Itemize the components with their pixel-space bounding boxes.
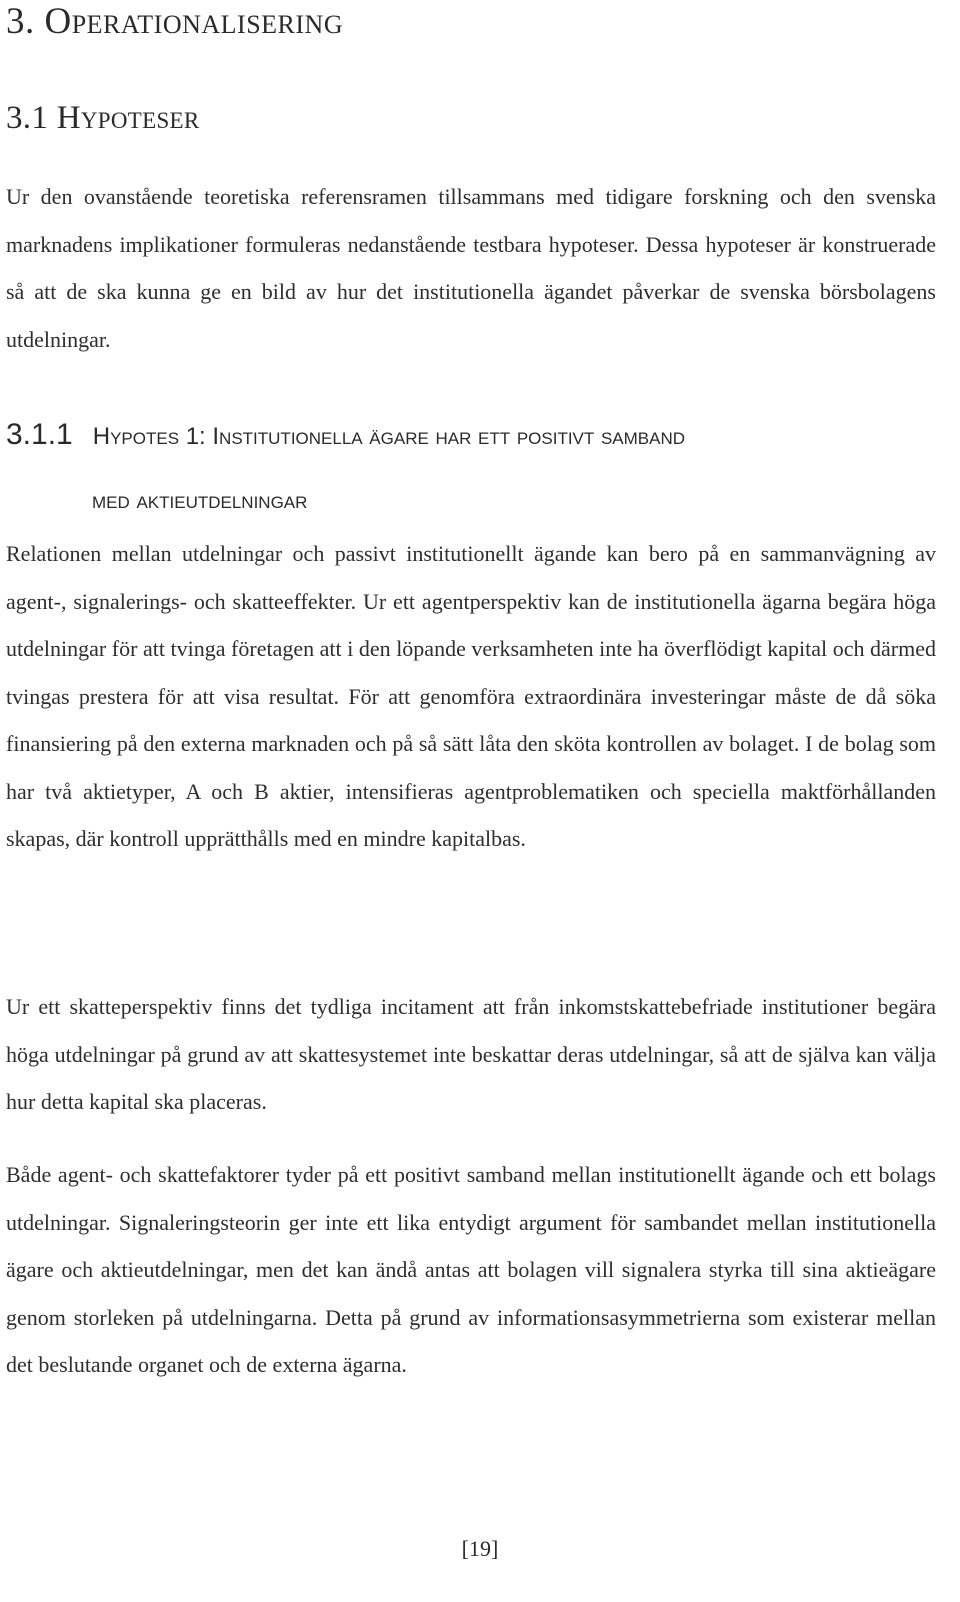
chapter-heading: 3. Operationalisering <box>6 1 344 42</box>
section-heading: 3.1 Hypoteser <box>6 100 200 136</box>
subsection-number: 3.1.1 <box>6 418 73 451</box>
subsection-title-line2: med aktieutdelningar <box>92 487 308 514</box>
body-paragraph-summary: Både agent- och skattefaktorer tyder på ett positivt samband mellan institutionellt ägande och ett bolags utdelningar. Signaleringsteorin ger inte ett lika entydigt argument för sambandet mellan institutionella ägare och aktieutdelningar, men det kan ändå antas att bolagen vill signalera styrka till sina aktieägare genom storleken på utdelningarna. Detta på grund av informationsasymmetrierna som existerar mellan det beslutande organet och de externa ägarna. <box>6 1162 936 1377</box>
subsection-heading <box>6 403 954 533</box>
body-paragraph-agent: Relationen mellan utdelningar och passivt institutionellt ägande kan bero på en sammanvägning av agent-, signalerings- och skatteeffekter. Ur ett agentperspektiv kan de institutionella ägarna begära höga utdelningar för att tvinga företagen att i den löpande verksamheten inte ha överflödigt kapital och därmed tvingas prestera för att visa resultat. För att genomföra extraordinära investeringar måste de då söka finansiering på den externa marknaden och på så sätt låta den sköta kontrollen av bolaget. I de bolag som har två aktietyper, A och B aktier, intensifieras agentproblematiken och speciella maktförhållanden skapas, där kontroll upprätthålls med en mindre kapitalbas. <box>6 541 936 851</box>
body-paragraph-tax: Ur ett skatteperspektiv finns det tydliga incitament att från inkomstskattebefriade institutioner begära höga utdelningar på grund av att skattesystemet inte beskattar deras utdelningar, så att de själva kan välja hur detta kapital ska placeras. <box>6 994 936 1114</box>
intro-paragraph: Ur den ovanstående teoretiska referensramen tillsammans med tidigare forskning och den svenska marknadens implikationer formuleras nedanstående testbara hypoteser. Dessa hypoteser är konstruerade så att de ska kunna ge en bild av hur det institutionella ägandet påverkar de svenska börsbolagens utdelningar. <box>6 184 936 352</box>
page-number: [19] <box>461 1536 499 1561</box>
subsection-title-line1: Hypotes 1: Institutionella ägare har ett positivt samband <box>92 423 686 450</box>
